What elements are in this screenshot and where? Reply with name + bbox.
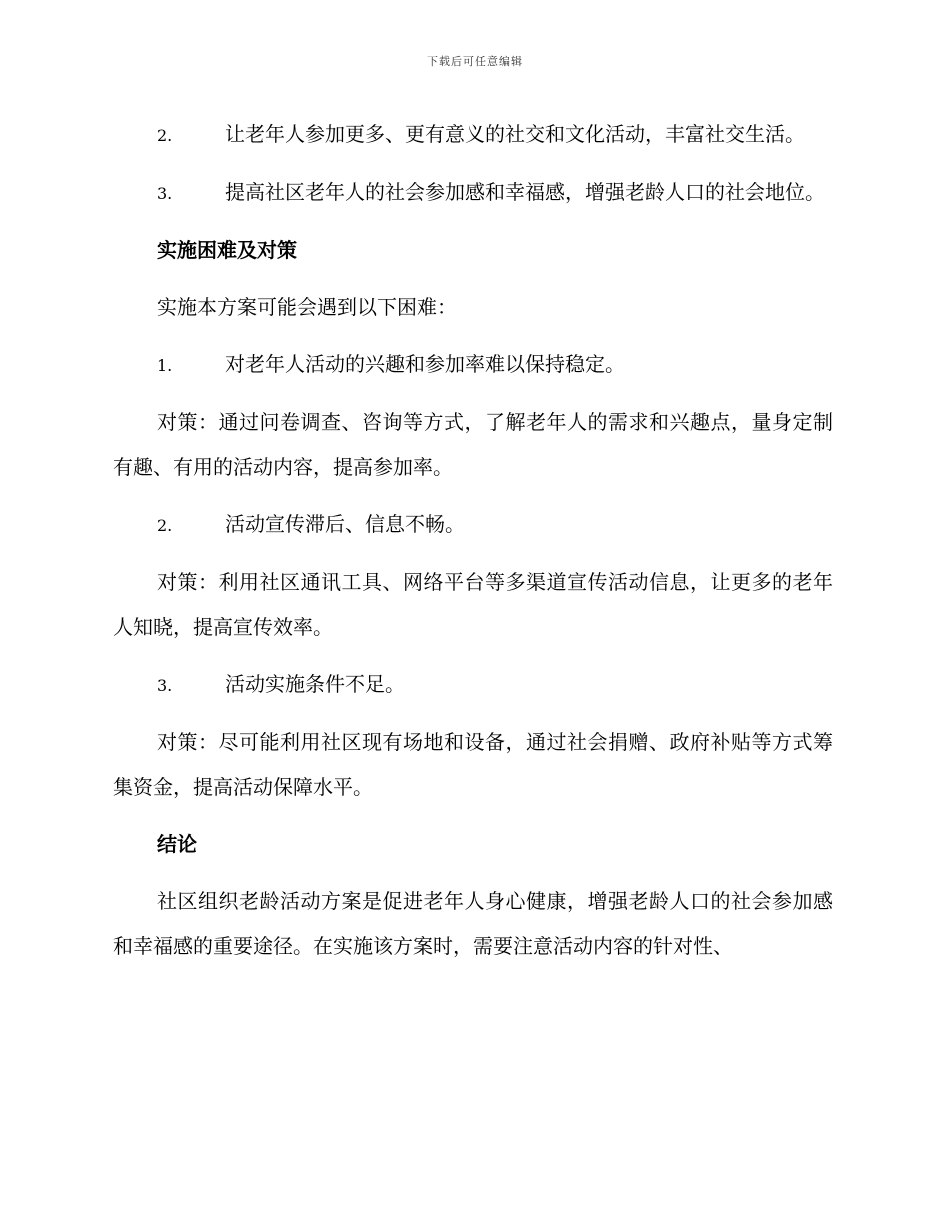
list-item-goal-2 bbox=[113, 112, 833, 158]
list-item-number: 3. bbox=[157, 676, 173, 695]
list-item-number: 2. bbox=[157, 126, 173, 145]
list-item-difficulty-3 bbox=[113, 662, 833, 708]
page-header-note: 下载后可任意编辑 bbox=[427, 55, 523, 68]
list-item-text: 活动宣传滞后、信息不畅。 bbox=[225, 512, 465, 536]
list-item-text: 提高社区老年人的社会参加感和幸福感，增强老龄人口的社会地位。 bbox=[225, 180, 825, 204]
list-item-goal-3 bbox=[113, 170, 833, 216]
section-heading-difficulties: 实施困难及对策 bbox=[157, 238, 297, 262]
list-item-text: 让老年人参加更多、更有意义的社交和文化活动，丰富社交生活。 bbox=[225, 122, 805, 146]
list-item-number: 1. bbox=[157, 356, 173, 375]
list-item-difficulty-2 bbox=[113, 502, 833, 548]
section-heading-conclusion: 结论 bbox=[157, 832, 197, 856]
list-item-difficulty-1 bbox=[113, 342, 833, 388]
list-item-number: 2. bbox=[157, 516, 173, 535]
list-item-number: 3. bbox=[157, 184, 173, 203]
paragraph-countermeasure-3: 对策：尽可能利用社区现有场地和设备，通过社会捐赠、政府补贴等方式筹集资金，提高活动保障水平。 bbox=[113, 730, 833, 799]
paragraph-intro-difficulties: 实施本方案可能会遇到以下困难： bbox=[157, 295, 457, 319]
paragraph-countermeasure-2: 对策：利用社区通讯工具、网络平台等多渠道宣传活动信息，让更多的老年人知晓，提高宣传效率。 bbox=[113, 570, 833, 639]
list-item-text: 对老年人活动的兴趣和参加率难以保持稳定。 bbox=[225, 352, 625, 376]
document-body bbox=[113, 112, 833, 981]
paragraph-conclusion: 社区组织老龄活动方案是促进老年人身心健康，增强老龄人口的社会参加感和幸福感的重要途径。在实施该方案时，需要注意活动内容的针对性、 bbox=[113, 889, 833, 958]
paragraph-countermeasure-1: 对策：通过问卷调查、咨询等方式，了解老年人的需求和兴趣点，量身定制有趣、有用的活动内容，提高参加率。 bbox=[113, 410, 833, 479]
list-item-text: 活动实施条件不足。 bbox=[225, 672, 405, 696]
